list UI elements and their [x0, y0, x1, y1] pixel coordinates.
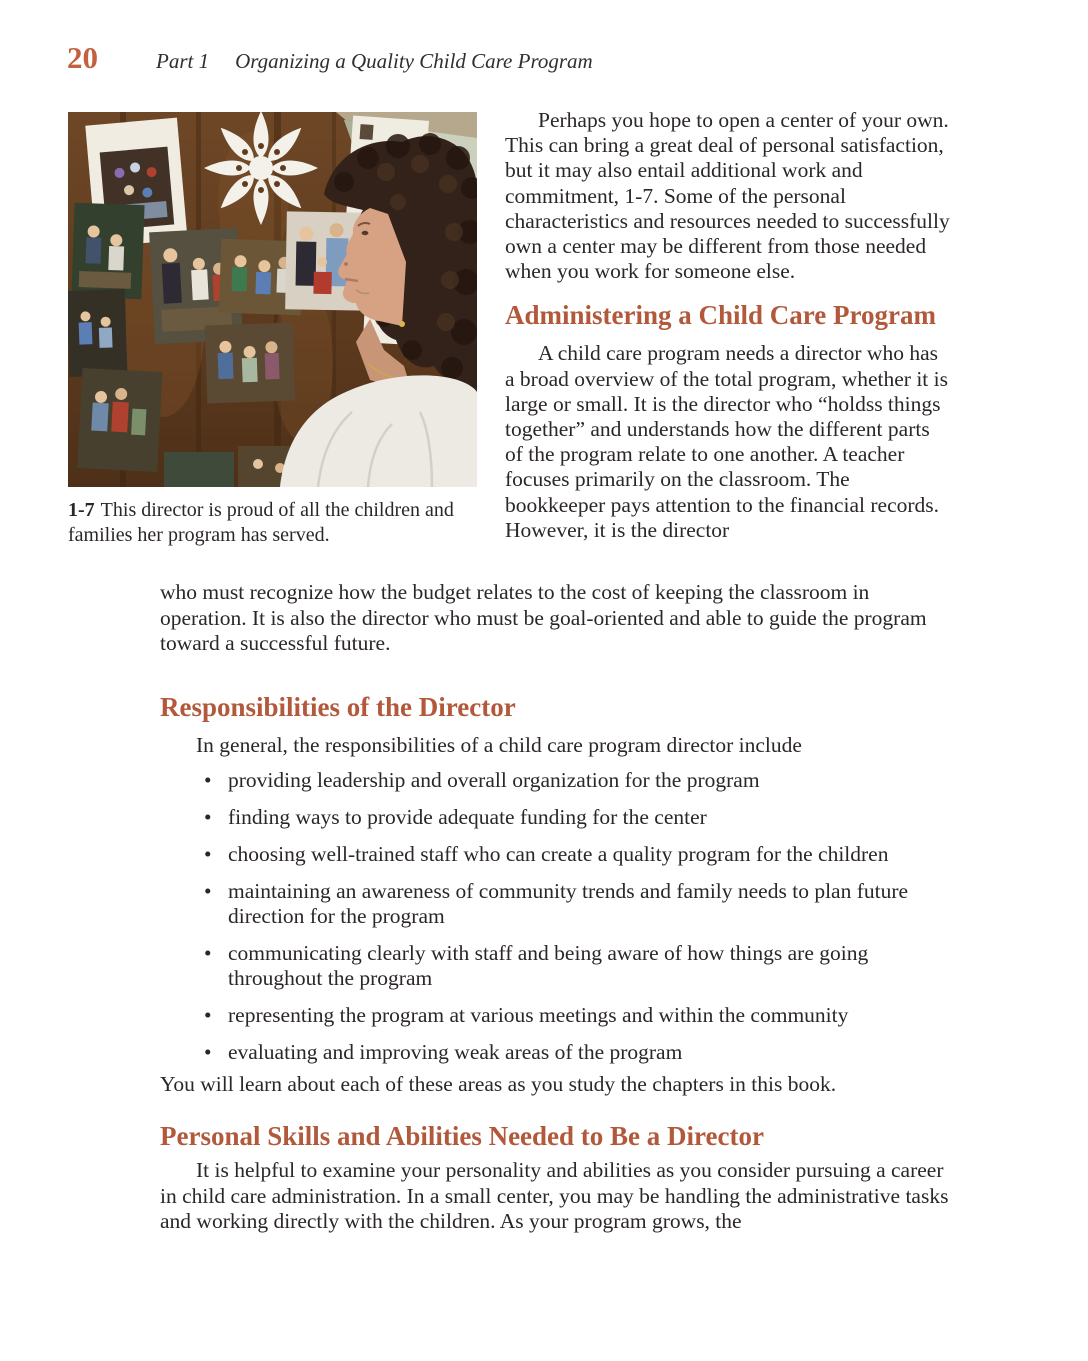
administering-paragraph-continued: who must recognize how the budget relates to the cost of keeping the classroom in operation. It is also the director who must be goal-oriented and able to guide the program toward a successful future. [160, 580, 927, 655]
bullet-item: • representing the program at various meetings and within the community [160, 1003, 950, 1028]
bullet-item: • communicating clearly with staff and being aware of how things are going throughout the program [160, 941, 950, 991]
section-heading-administering: Administering a Child Care Program [505, 300, 936, 331]
page-number: 20 [67, 40, 98, 75]
personal-skills-paragraph-block [160, 1158, 954, 1235]
photo-collage-graphic [68, 112, 477, 487]
bullet-item: • choosing well-trained staff who can create a quality program for the children [160, 842, 950, 867]
responsibilities-outro-block [160, 1072, 950, 1098]
figure-caption-label: 1-7 [68, 499, 95, 521]
running-head-part: Part 1 [156, 49, 210, 73]
section-heading-responsibilities: Responsibilities of the Director [160, 692, 516, 722]
responsibilities-intro: In general, the responsibilities of a child care program director include [196, 733, 802, 757]
figure-caption-text: This director is proud of all the children and families her program has served. [68, 499, 454, 546]
responsibilities-bullet-list [160, 768, 950, 1077]
right-text-column [505, 108, 950, 543]
figure-caption [68, 498, 482, 548]
administering-paragraph-column: A child care program needs a director who has a broad overview of the total program, whether it is large or small. It is the director who “holdss things together” and understands how the different parts of the program relate to one another. A teacher focuses primarily on the classroom. The bookkeeper pays attention to the financial records. However, it is the director [505, 341, 948, 542]
bullet-item: • finding ways to provide adequate funding for the center [160, 805, 950, 830]
figure-photo [68, 112, 477, 487]
running-head [156, 49, 593, 74]
personal-skills-paragraph: It is helpful to examine your personality and abilities as you consider pursuing a career in child care administration. In a small center, you may be handling the administrative tasks and working directly with the children. As your program grows, the [160, 1158, 949, 1233]
intro-paragraph: Perhaps you hope to open a center of your own. This can bring a great deal of personal satisfaction, but it may also entail additional work and commitment, 1-7. Some of the personal characteristics and resources needed to successfully own a center may be different from those needed when you work for someone else. [505, 108, 950, 284]
section-heading-personal-skills: Personal Skills and Abilities Needed to Be a Director [160, 1121, 764, 1151]
bullet-item: • maintaining an awareness of community trends and family needs to plan future direction for the program [160, 879, 950, 929]
running-head-title: Organizing a Quality Child Care Program [235, 49, 593, 73]
responsibilities-outro: You will learn about each of these areas as you study the chapters in this book. [160, 1072, 837, 1096]
bullet-item: • evaluating and improving weak areas of the program [160, 1040, 950, 1065]
bullet-item: • providing leadership and overall organization for the program [160, 768, 950, 793]
administering-paragraph-continued-block [160, 580, 950, 657]
responsibilities-intro-block [160, 733, 950, 759]
